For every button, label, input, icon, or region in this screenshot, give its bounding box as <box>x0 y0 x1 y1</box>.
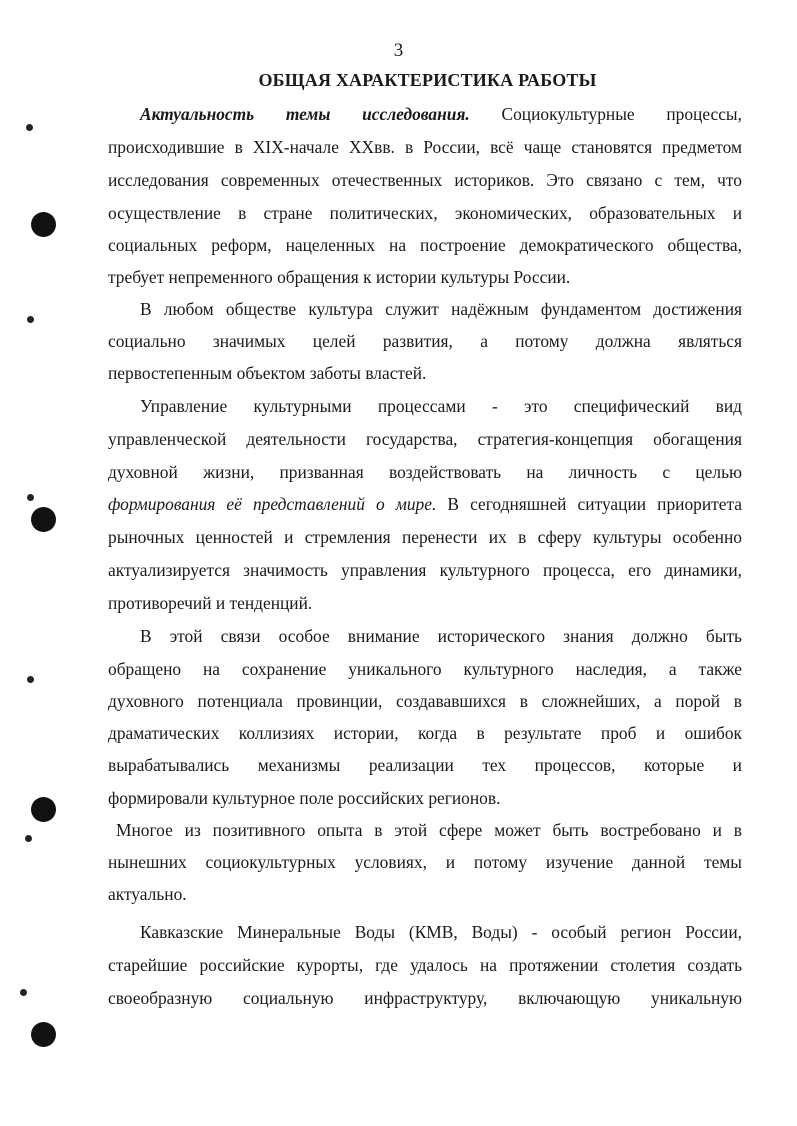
paragraph-line: нынешних социокультурных условиях, и потому изучение данной темы <box>108 852 742 872</box>
paragraph-line: обращено на сохранение уникального культурного наследия, а также <box>108 659 742 679</box>
scan-speck <box>26 124 33 131</box>
paragraph-line: противоречий и тенденций. <box>108 593 313 613</box>
punch-hole <box>31 797 56 822</box>
scan-speck <box>27 316 34 323</box>
paragraph-line: актуализируется значимость управления культурного процесса, его динамики, <box>108 560 742 580</box>
paragraph-line: духовной жизни, призванная воздействовать на личность с целью <box>108 462 742 482</box>
paragraph-line: первостепенным объектом заботы властей. <box>108 363 427 383</box>
paragraph-line: управленческой деятельности государства, стратегия-концепция обогащения <box>108 429 742 449</box>
page-number: 3 <box>393 40 404 61</box>
paragraph-line: социально значимых целей развития, а потому должна являться <box>108 331 742 351</box>
paragraph-line: духовного потенциала провинции, создававшихся в сложнейших, а порой в <box>108 691 742 711</box>
paragraph-line: Многое из позитивного опыта в этой сфере может быть востребовано и в <box>116 820 742 840</box>
paragraph-line <box>140 103 742 125</box>
paragraph-line: драматических коллизиях истории, когда в результате проб и ошибок <box>108 723 742 743</box>
paragraph-line: осуществление в стране политических, экономических, образовательных и <box>108 203 742 223</box>
paragraph-line: Управление культурными процессами - это специфический вид <box>140 396 742 416</box>
paragraph-line: старейшие российские курорты, где удалось на протяжении столетия создать <box>108 955 742 975</box>
scan-speck <box>27 494 34 501</box>
text-run: В сегодняшней ситуации приоритета <box>447 494 742 514</box>
title-word: темы <box>285 104 331 124</box>
scan-speck <box>20 989 27 996</box>
paragraph-line: рыночных ценностей и стремления перенести их в сферу культуры особенно <box>108 527 742 547</box>
scan-speck <box>27 676 34 683</box>
paragraph-line: требует непременного обращения к истории культуры России. <box>108 267 571 287</box>
paragraph-line: происходившие в XIX-начале XXвв. в России, всё чаще становятся предметом <box>108 137 742 157</box>
paragraph-line: В любом обществе культура служит надёжным фундаментом достижения <box>140 299 742 319</box>
section-heading: ОБЩАЯ ХАРАКТЕРИСТИКА РАБОТЫ <box>258 70 597 90</box>
paragraph-line: актуально. <box>108 884 187 904</box>
paragraph-line: своеобразную социальную инфраструктуру, включающую уникальную <box>108 988 742 1008</box>
punch-hole <box>31 1022 56 1047</box>
title-word: Актуальность <box>140 104 255 124</box>
paragraph-line <box>108 493 742 515</box>
paragraph-line: формировали культурное поле российских регионов. <box>108 788 501 808</box>
paragraph-line: В этой связи особое внимание исторического знания должно быть <box>140 626 742 646</box>
paragraph-line: Кавказские Минеральные Воды (КМВ, Воды) - особый регион России, <box>140 922 742 942</box>
punch-hole <box>31 212 56 237</box>
paragraph-line: вырабатывались механизмы реализации тех процессов, которые и <box>108 755 742 775</box>
punch-hole <box>31 507 56 532</box>
paragraph-line: исследования современных отечественных историков. Это связано с тем, что <box>108 170 742 190</box>
italic-run: формирования её представлений о мире. <box>108 494 437 514</box>
title-word: исследования. <box>362 104 470 124</box>
text-run: Социокультурные процессы, <box>501 104 742 124</box>
paragraph-line: социальных реформ, нацеленных на построение демократического общества, <box>108 235 742 255</box>
scan-speck <box>25 835 32 842</box>
